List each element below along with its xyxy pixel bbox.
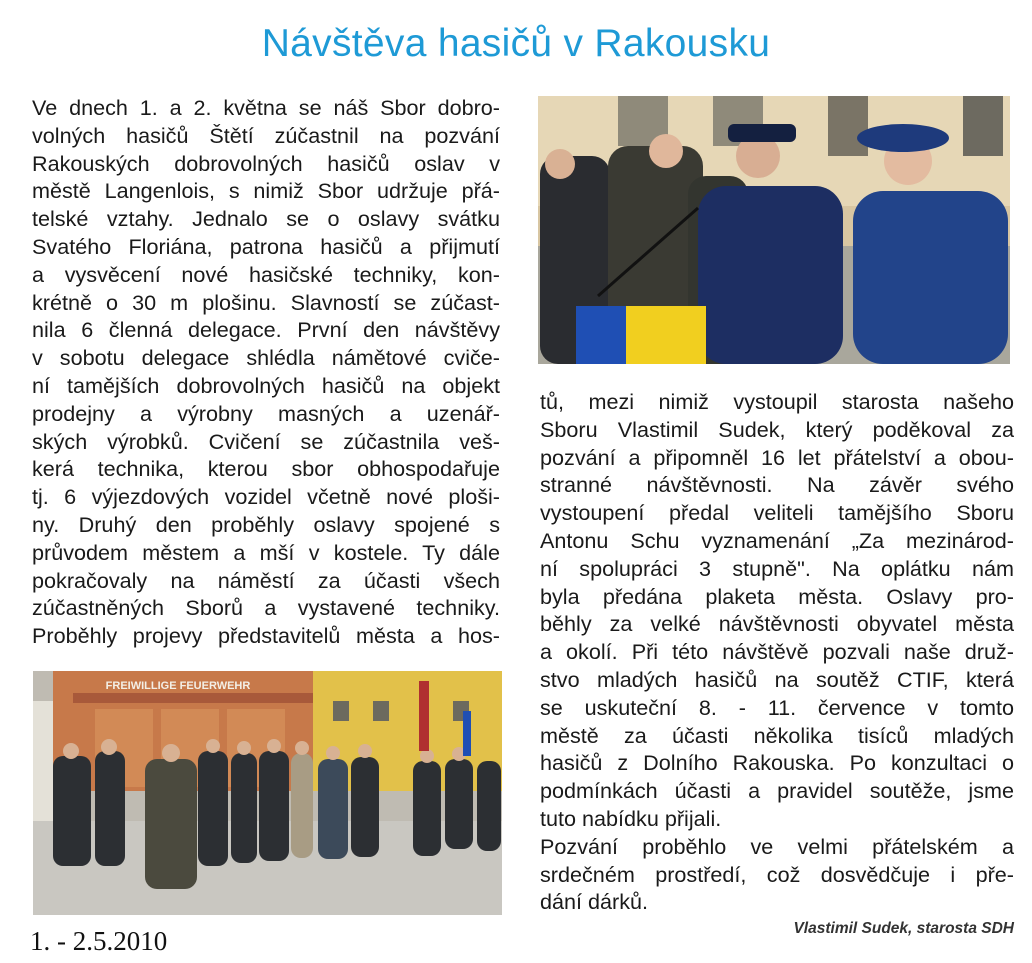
text-line: Svatého Floriána, patrona hasičů a přijmutí <box>32 233 500 259</box>
text-line: tů, mezi nimiž vystoupil starosta našeho <box>540 389 1014 414</box>
text-line: Ve dnech 1. a 2. května se náš Sbor dobro- <box>32 95 500 120</box>
article-title: Návštěva hasičů v Rakousku <box>261 22 771 65</box>
text-line: ní tamějších dobrovolných hasičů na objekt <box>32 372 500 398</box>
text-line: Sboru Vlastimil Sudek, který poděkoval za <box>540 416 1014 442</box>
text-line: ny. Druhý den proběhly oslavy spojené s <box>32 511 500 537</box>
text-line: volných hasičů Štětí zúčastnil na pozvání <box>32 122 500 148</box>
text-line: a vysvěcení nové hasičské techniky, kon- <box>32 261 500 287</box>
text-line: stvo mladých hasičů na soutěž CTIF, která <box>540 666 1014 692</box>
text-line: podmínkách účasti a pravidel soutěže, jsme <box>540 778 1014 804</box>
photo-parade-image <box>33 671 502 915</box>
text-line: prodejny a výrobny masných a uzenář- <box>32 400 500 426</box>
text-line: Pozvání proběhlo ve velmi přátelském a <box>540 833 1014 859</box>
photo-speech-image <box>538 96 1010 364</box>
text-line: vystoupení předal veliteli tamějšího Sboru <box>540 500 1014 526</box>
text-line: a okolí. Při této návštěvě pozvali naše druž- <box>540 639 1014 665</box>
text-line: městě Langenlois, s nimiž Sbor udržuje přá- <box>32 178 500 204</box>
text-line: byla předána plaketa města. Oslavy pro- <box>540 583 1014 609</box>
text-line: v sobotu delegace shlédla námětové cviče- <box>32 345 500 371</box>
text-line: pozvání a připomněl 16 let přátelství a obou- <box>540 444 1014 470</box>
text-line: městě za účasti několika tisíců mladých <box>540 722 1014 748</box>
text-line: ní spolupráci 3 stupně". Na oplátku nám <box>540 555 1014 581</box>
text-line: stranné návštěvnosti. Na závěr svého <box>540 472 1014 498</box>
article-column-left <box>32 94 500 650</box>
text-line: krétně o 30 m plošinu. Slavností se zúčast- <box>32 289 500 315</box>
date-stamp: 1. - 2.5.2010 <box>30 926 168 956</box>
text-line: ských výrobků. Cvičení se zúčastnila veš- <box>32 428 500 454</box>
text-line: tj. 6 výjezdových vozidel včetně nové ploši- <box>32 484 500 510</box>
text-line: srdečném prostředí, což dosvědčuje i pře- <box>540 861 1014 887</box>
text-line: dání dárků. <box>540 889 649 915</box>
text-line: běhly za velké návštěvnosti obyvatel města <box>540 611 1014 637</box>
text-line: tuto nabídku přijali. <box>540 805 722 831</box>
text-line: průvodem městem a mší v kostele. Ty dále <box>32 539 500 565</box>
text-line: Rakouských dobrovolných hasičů oslav v <box>32 150 500 176</box>
text-line: telské vztahy. Jednalo se o oslavy svátku <box>32 206 500 232</box>
text-line: se uskuteční 8. - 11. července v tomto <box>540 694 1014 720</box>
text-line: nila 6 členná delegace. První den návštěvy <box>32 317 500 343</box>
text-line: Proběhly projevy představitelů města a hos- <box>32 623 500 649</box>
article-column-right <box>540 388 1014 916</box>
photo-speech <box>538 96 1010 364</box>
text-line: kerá technika, kterou sbor obhospodařuje <box>32 456 500 482</box>
author-signature: Vlastimil Sudek, starosta SDH <box>793 920 1014 937</box>
photo-parade <box>33 671 502 915</box>
text-line: Antonu Schu vyznamenání „Za mezinárod- <box>540 527 1014 553</box>
text-line: pokračovaly na náměstí za účasti všech <box>32 567 500 593</box>
text-line: hasičů z Dolního Rakouska. Po konzultaci o <box>540 750 1014 776</box>
feuerwehr-sign: FREIWILLIGE FEUERWEHR <box>105 680 251 692</box>
text-line: zúčastněných Sborů a vystavené techniky. <box>32 595 500 621</box>
